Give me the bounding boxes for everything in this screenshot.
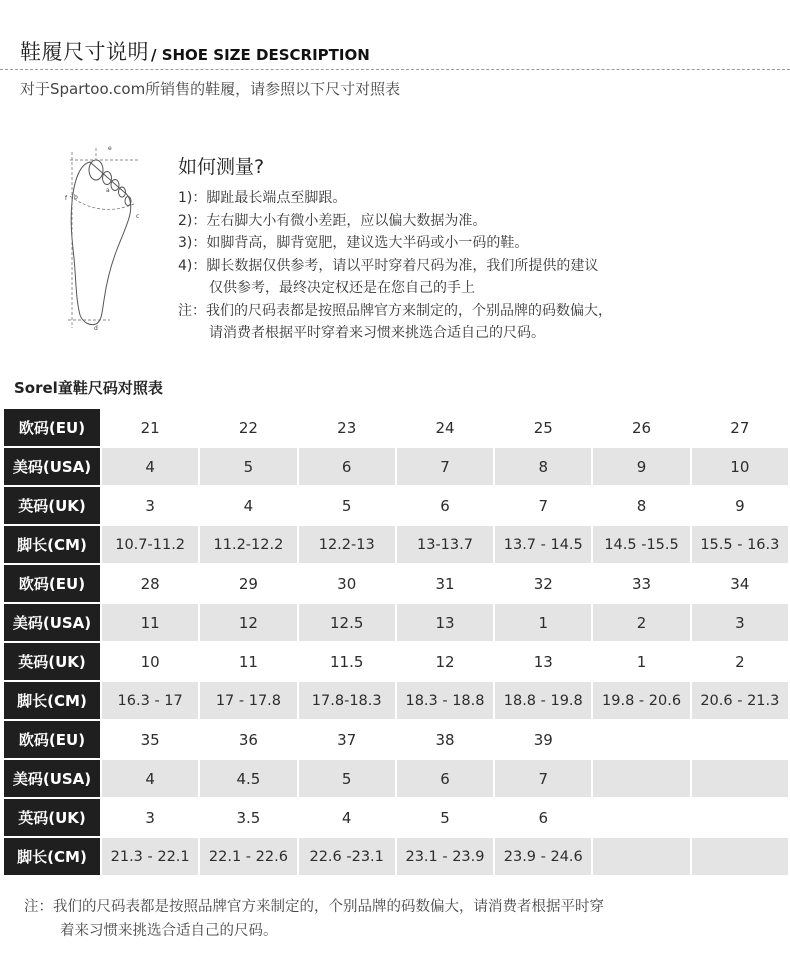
size-cell: 16.3 - 17 xyxy=(102,682,198,719)
measure-step: 1)：脚趾最长端点至脚跟。 xyxy=(178,190,347,206)
size-cell: 4 xyxy=(200,487,296,524)
size-cell: 14.5 -15.5 xyxy=(593,526,689,563)
measure-note-continued: 请消费者根据平时穿着来习惯来挑选合适自己的尺码。 xyxy=(209,325,545,341)
size-cell: 18.8 - 19.8 xyxy=(495,682,591,719)
size-cell: 30 xyxy=(299,565,395,602)
row-header: 美码(USA) xyxy=(4,448,100,485)
size-cell: 4 xyxy=(102,760,198,797)
page-subtitle: 对于Spartoo.com所销售的鞋履，请参照以下尺寸对照表 xyxy=(20,80,401,98)
size-cell: 9 xyxy=(593,448,689,485)
size-cell xyxy=(593,760,689,797)
toe-3 xyxy=(111,180,119,191)
size-cell: 29 xyxy=(200,565,296,602)
size-cell xyxy=(593,721,689,758)
toe-2 xyxy=(103,172,112,185)
row-header: 美码(USA) xyxy=(4,604,100,641)
size-cell: 2 xyxy=(593,604,689,641)
measure-list xyxy=(178,187,758,345)
size-cell: 9 xyxy=(692,487,788,524)
size-row-eu xyxy=(4,721,788,758)
size-cell: 15.5 - 16.3 xyxy=(692,526,788,563)
row-header: 欧码(EU) xyxy=(4,721,100,758)
size-cell: 4.5 xyxy=(200,760,296,797)
size-cell: 38 xyxy=(397,721,493,758)
size-cell: 23.1 - 23.9 xyxy=(397,838,493,875)
size-cell: 4 xyxy=(299,799,395,836)
size-row-cm xyxy=(4,838,788,875)
size-cell: 24 xyxy=(397,409,493,446)
size-cell: 35 xyxy=(102,721,198,758)
measure-guide xyxy=(178,152,758,345)
size-cell: 31 xyxy=(397,565,493,602)
size-cell: 13 xyxy=(397,604,493,641)
size-cell: 12.5 xyxy=(299,604,395,641)
size-cell: 26 xyxy=(593,409,689,446)
size-cell: 21 xyxy=(102,409,198,446)
size-cell: 3.5 xyxy=(200,799,296,836)
label-c: c xyxy=(136,213,140,220)
size-row-usa xyxy=(4,760,788,797)
label-e: e xyxy=(108,145,112,152)
measure-note: 注：我们的尺码表都是按照品牌官方来制定的，个别品牌的码数偏大， xyxy=(178,302,612,319)
size-cell xyxy=(692,721,788,758)
size-cell: 37 xyxy=(299,721,395,758)
size-cell: 6 xyxy=(397,487,493,524)
size-cell: 12 xyxy=(200,604,296,641)
size-cell xyxy=(593,838,689,875)
size-cell: 11.5 xyxy=(299,643,395,680)
size-cell: 20.6 - 21.3 xyxy=(692,682,788,719)
size-cell: 13.7 - 14.5 xyxy=(495,526,591,563)
size-row-uk xyxy=(4,643,788,680)
page-title: 鞋履尺寸说明 xyxy=(20,40,149,64)
size-cell: 22.1 - 22.6 xyxy=(200,838,296,875)
size-cell: 34 xyxy=(692,565,788,602)
measure-step-continued: 仅供参考，最终决定权还是在您自己的手上 xyxy=(209,280,475,296)
size-cell: 39 xyxy=(495,721,591,758)
size-cell: 10 xyxy=(102,643,198,680)
size-cell: 3 xyxy=(692,604,788,641)
size-cell: 18.3 - 18.8 xyxy=(397,682,493,719)
measure-step: 3)：如脚背高，脚背宽肥，建议选大半码或小一码的鞋。 xyxy=(178,235,529,251)
size-cell xyxy=(692,838,788,875)
size-cell xyxy=(692,760,788,797)
row-header: 英码(UK) xyxy=(4,799,100,836)
row-header: 脚长(CM) xyxy=(4,682,100,719)
size-cell: 19.8 - 20.6 xyxy=(593,682,689,719)
size-table-title: Sorel童鞋尺码对照表 xyxy=(14,379,163,397)
size-cell: 23 xyxy=(299,409,395,446)
label-a: a xyxy=(106,187,110,194)
header-divider xyxy=(0,69,790,70)
size-row-eu xyxy=(4,565,788,602)
size-cell: 7 xyxy=(495,487,591,524)
size-row-uk xyxy=(4,799,788,836)
size-cell xyxy=(593,799,689,836)
size-cell: 3 xyxy=(102,487,198,524)
size-cell: 3 xyxy=(102,799,198,836)
size-cell: 5 xyxy=(299,760,395,797)
row-header: 脚长(CM) xyxy=(4,526,100,563)
size-cell: 5 xyxy=(299,487,395,524)
size-cell: 2 xyxy=(692,643,788,680)
label-d: d xyxy=(94,325,98,332)
measure-step: 2)：左右脚大小有微小差距，应以偏大数据为准。 xyxy=(178,212,487,229)
size-cell xyxy=(692,799,788,836)
foot-measurement-diagram xyxy=(50,140,150,332)
size-cell: 22.6 -23.1 xyxy=(299,838,395,875)
row-header: 美码(USA) xyxy=(4,760,100,797)
size-cell: 5 xyxy=(200,448,296,485)
size-cell: 10 xyxy=(692,448,788,485)
size-cell: 11 xyxy=(200,643,296,680)
size-row-usa xyxy=(4,448,788,485)
size-cell: 7 xyxy=(495,760,591,797)
page-title-english: / SHOE SIZE DESCRIPTION xyxy=(151,46,370,64)
toe-big xyxy=(89,160,103,180)
size-cell: 1 xyxy=(495,604,591,641)
size-cell: 5 xyxy=(397,799,493,836)
size-cell: 10.7-11.2 xyxy=(102,526,198,563)
size-cell: 13 xyxy=(495,643,591,680)
size-cell: 12.2-13 xyxy=(299,526,395,563)
size-cell: 21.3 - 22.1 xyxy=(102,838,198,875)
footer-note-line: 注：我们的尺码表都是按照品牌官方来制定的，个别品牌的码数偏大，请消费者根据平时穿 xyxy=(24,899,604,915)
footer-note-line: 着来习惯来挑选合适自己的尺码。 xyxy=(60,923,278,939)
size-row-usa xyxy=(4,604,788,641)
page-header xyxy=(20,36,370,66)
size-cell: 27 xyxy=(692,409,788,446)
size-cell: 23.9 - 24.6 xyxy=(495,838,591,875)
size-cell: 12 xyxy=(397,643,493,680)
size-cell: 1 xyxy=(593,643,689,680)
size-cell: 6 xyxy=(397,760,493,797)
measure-title: 如何测量? xyxy=(178,156,265,178)
row-header: 欧码(EU) xyxy=(4,409,100,446)
size-cell: 11.2-12.2 xyxy=(200,526,296,563)
row-header: 欧码(EU) xyxy=(4,565,100,602)
label-b: b xyxy=(74,194,78,201)
size-chart-table xyxy=(2,407,790,877)
size-cell: 22 xyxy=(200,409,296,446)
size-cell: 13-13.7 xyxy=(397,526,493,563)
size-row-cm xyxy=(4,682,788,719)
size-cell: 25 xyxy=(495,409,591,446)
size-cell: 28 xyxy=(102,565,198,602)
size-cell: 8 xyxy=(593,487,689,524)
size-cell: 8 xyxy=(495,448,591,485)
size-cell: 17.8-18.3 xyxy=(299,682,395,719)
foot-outline xyxy=(71,162,131,325)
size-row-cm xyxy=(4,526,788,563)
size-cell: 4 xyxy=(102,448,198,485)
size-cell: 6 xyxy=(495,799,591,836)
row-header: 脚长(CM) xyxy=(4,838,100,875)
size-cell: 11 xyxy=(102,604,198,641)
size-cell: 33 xyxy=(593,565,689,602)
size-cell: 7 xyxy=(397,448,493,485)
footer-note xyxy=(24,895,604,943)
row-header: 英码(UK) xyxy=(4,643,100,680)
size-row-eu xyxy=(4,409,788,446)
row-header: 英码(UK) xyxy=(4,487,100,524)
size-cell: 32 xyxy=(495,565,591,602)
size-cell: 6 xyxy=(299,448,395,485)
label-f: f xyxy=(65,195,68,202)
size-cell: 36 xyxy=(200,721,296,758)
size-cell: 17 - 17.8 xyxy=(200,682,296,719)
measure-step: 4)：脚长数据仅供参考，请以平时穿着尺码为准，我们所提供的建议 xyxy=(178,257,599,274)
size-row-uk xyxy=(4,487,788,524)
